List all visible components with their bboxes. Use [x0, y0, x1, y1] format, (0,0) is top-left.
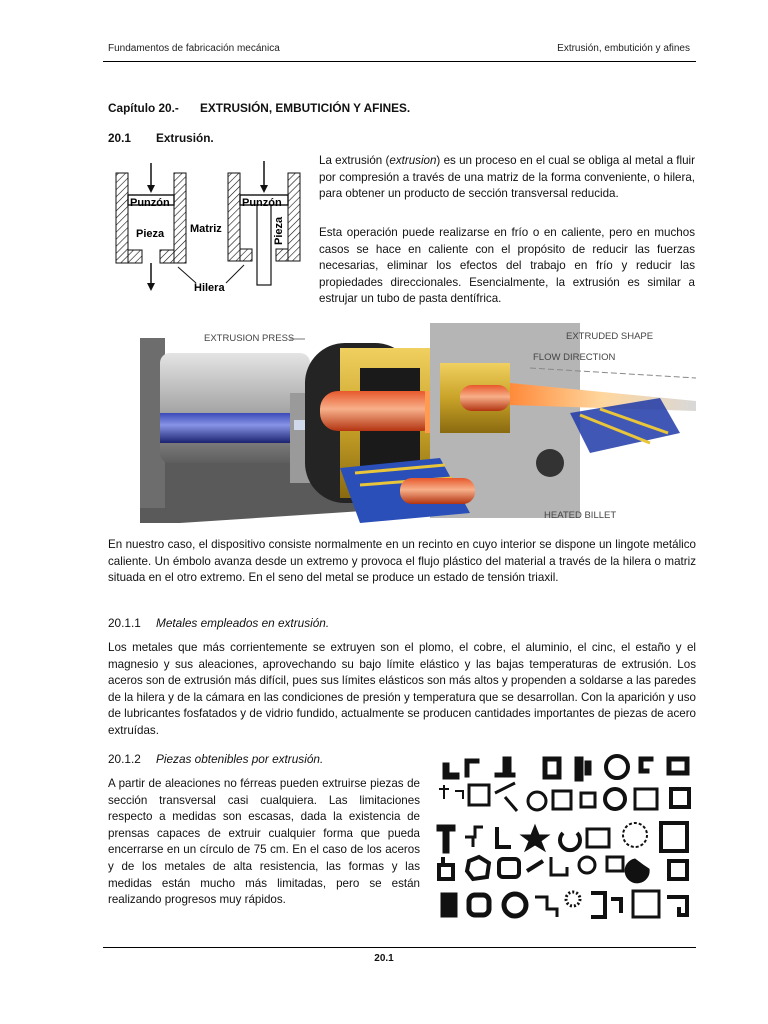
- profile-shape: [469, 785, 489, 805]
- profile-shape: [535, 897, 557, 917]
- profile-shape: [437, 825, 455, 853]
- subsection-heading-2: [108, 752, 323, 766]
- metals-paragraph: Los metales que más corrientemente se extruyen son el plomo, el cobre, el aluminio, el cinc, el estaño y el magnesio y sus aleaciones, aprovechando su bajo límite elástico y las bajas temperaturas de extrusión. Los aceros son de extrusión más difícil, pues sus límites elásticos son más altos y propenden a soldarse a las paredes de la hilera y de la cámara en las condiciones de presión y temperatura que se desarrollan. Con la aparición y uso de lubricantes fosfatados y de vidrio fundido, actualmente se producen cantidades importantes de piezas de acero extruídas.: [108, 641, 696, 737]
- profile-shape: [527, 861, 543, 871]
- profile-shape: [635, 789, 657, 809]
- pieza-label-1: Pieza: [136, 228, 165, 240]
- label-heated-billet: HEATED BILLET: [544, 510, 617, 521]
- punzon-label-1: Punzón: [130, 197, 170, 209]
- profile-shape: [439, 785, 463, 799]
- profile-shape: [499, 859, 519, 877]
- profile-shape: [439, 857, 453, 879]
- chapter-title: EXTRUSIÓN, EMBUTICIÓN Y AFINES.: [200, 101, 411, 115]
- profile-shape: [465, 827, 483, 847]
- billet-in-container: [320, 391, 440, 431]
- profile-shape: [669, 861, 687, 879]
- intro-paragraph-2: Esta operación puede realizarse en frío o en caliente, pero en muchos casos se hace en caliente con el propósito de reducir las fuerzas necesarias, eliminar los efectos del trabajo en frío y reducir las propiedades direccionales. Esencialmente, la extrusión es similar a estrujar un tubo de pasta dentífrica.: [319, 226, 695, 306]
- profile-shape: [495, 783, 517, 811]
- section-number: 20.1: [108, 131, 131, 145]
- profile-shape: [607, 857, 623, 871]
- profile-shape: [497, 827, 511, 847]
- profile-shape: [623, 823, 647, 847]
- profile-shape: [625, 859, 649, 883]
- punzon-label-2: Punzón: [242, 197, 282, 209]
- profile-shape: [465, 759, 479, 777]
- section-title: Extrusión.: [156, 131, 214, 145]
- subsection-heading-1: [108, 616, 329, 630]
- profile-shape: [606, 756, 628, 778]
- profile-shape: [566, 892, 580, 906]
- profile-shape: [605, 789, 625, 809]
- chapter-heading: [108, 101, 410, 115]
- pieces-paragraph: A partir de aleaciones no férreas pueden extruirse piezas de sección transversal casi cualquiera. Las limitaciones respecto a medidas son escasas, dada la existencia de prensas capaces de extruir cualquier forma que pueda encerrarse en un círculo de 75 cm. En el caso de los aceros y de los metales de alta resistencia, las formas y las medidas están mucho más limitadas, pero se están realizando progresos muy rápidos.: [108, 777, 420, 907]
- device-paragraph: En nuestro caso, el dispositivo consiste normalmente en un recinto en cuyo interior se dispone un lingote metálico caliente. Un émbolo avanza desde un extremo y provoca el flujo plástico del material a través de la hilera o matriz situada en el otro extremo. En el seno del metal se produce un estado de tensión triaxil.: [108, 538, 696, 585]
- label-extruded-shape: EXTRUDED SHAPE: [566, 331, 654, 342]
- intro-text-post: ) es un proceso en el cual se obliga al metal a fluir por compresión a través de una matriz de la forma conveniente, o hilera, para obtener un producto de sección transversal reducida.: [319, 154, 695, 201]
- profile-shape: [667, 897, 687, 915]
- hilera-label: Hilera: [194, 282, 225, 294]
- extrusion-press-illustration: [140, 323, 696, 523]
- profile-shape: [633, 891, 659, 917]
- label-extrusion-press: EXTRUSION PRESS: [204, 333, 295, 344]
- matriz-label: Matriz: [190, 223, 222, 235]
- profile-shape: [467, 857, 489, 879]
- profile-shape: [587, 829, 609, 847]
- subsection-title-1: Metales empleados en extrusión.: [156, 616, 330, 630]
- fan-icon: [536, 449, 564, 477]
- profile-shape: [575, 757, 591, 781]
- subsection-number-1: 20.1.1: [108, 616, 141, 630]
- profile-shape: [661, 823, 687, 851]
- header-rule: [103, 61, 696, 62]
- profile-shape: [639, 757, 653, 773]
- profile-shape: [671, 789, 689, 807]
- profile-shape: [441, 893, 457, 917]
- profile-shape: [560, 833, 580, 850]
- profile-shape: [528, 792, 546, 810]
- profile-shape: [543, 757, 561, 779]
- profile-shape: [591, 893, 621, 917]
- section-heading: [108, 131, 214, 145]
- page-number: 20.1: [374, 953, 394, 964]
- profile-shape: [553, 791, 571, 809]
- profile-shape: [581, 793, 595, 807]
- profile-shape: [504, 894, 526, 916]
- subsection-title-2: Piezas obtenibles por extrusión.: [156, 752, 324, 766]
- backward-extrusion-diagram: [228, 161, 300, 285]
- press-cylinder: [160, 353, 310, 463]
- profile-shape: [469, 895, 489, 915]
- pieza-label-2: Pieza: [273, 216, 285, 245]
- profile-shape: [443, 763, 459, 779]
- footer-rule: [103, 947, 696, 948]
- running-header-right: Extrusión, embutición y afines: [557, 43, 690, 54]
- running-header-left: Fundamentos de fabricación mecánica: [108, 43, 280, 54]
- intro-term: extrusion: [389, 154, 437, 167]
- intro-paragraph-1: [319, 153, 695, 203]
- extrusion-schematic-figure: [108, 155, 313, 300]
- label-flow-direction: FLOW DIRECTION: [533, 352, 616, 363]
- profile-shape: [495, 757, 515, 777]
- extruded-profiles-figure: [435, 753, 695, 923]
- profile-shape: [521, 825, 549, 851]
- subsection-number-2: 20.1.2: [108, 752, 141, 766]
- profile-shape: [667, 757, 689, 775]
- chapter-number: Capítulo 20.-: [108, 101, 179, 115]
- profile-shape: [551, 857, 567, 875]
- profile-shape: [579, 857, 595, 873]
- forward-extrusion-diagram: [116, 163, 186, 291]
- intro-text-pre: La extrusión (: [319, 154, 390, 167]
- heated-billet: [400, 478, 475, 504]
